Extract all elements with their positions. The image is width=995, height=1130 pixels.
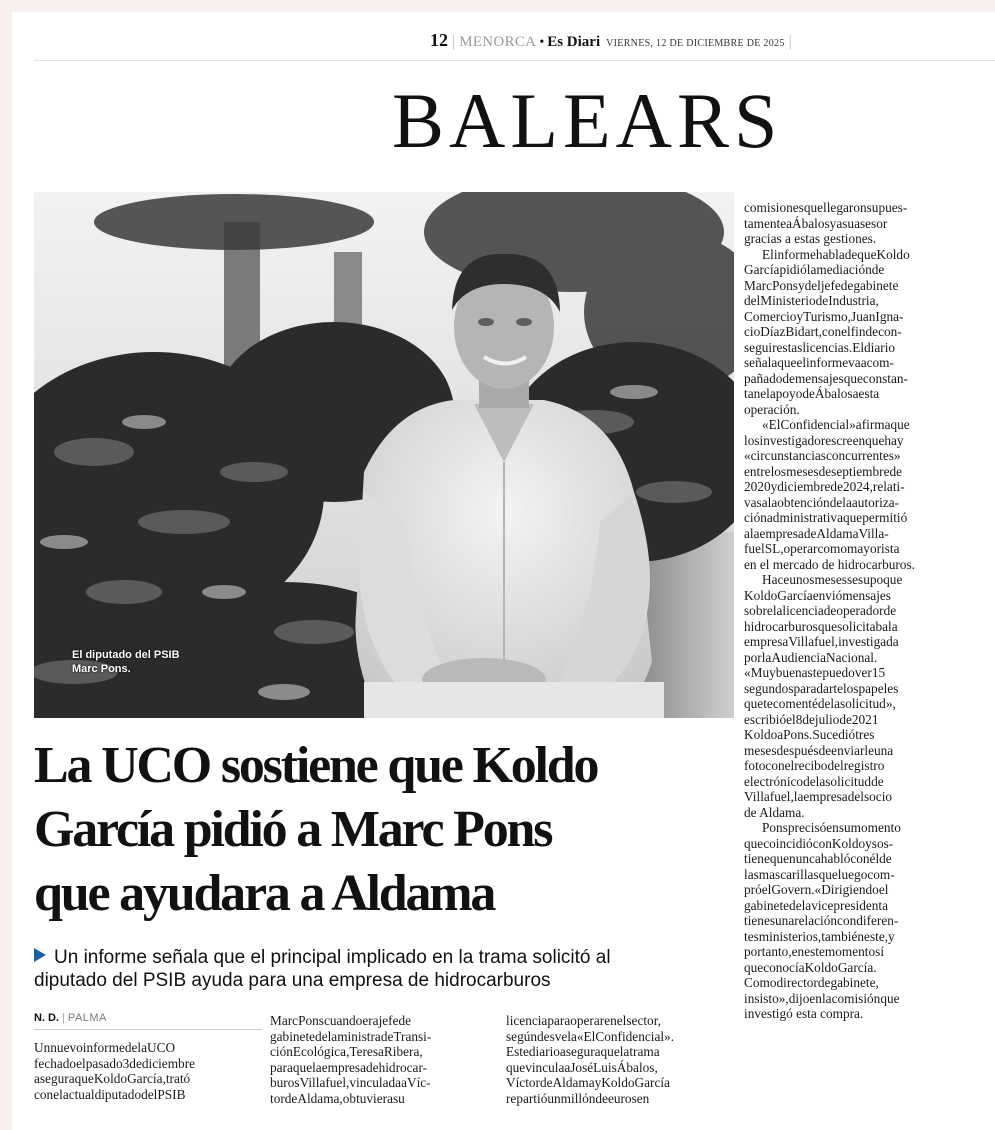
header-separator: | [452, 33, 456, 50]
article-column-4 [744, 200, 980, 1022]
header-separator-end: | [788, 33, 792, 50]
article-photo [34, 192, 734, 718]
body-text-line: queconocíaKoldoGarcía. [744, 959, 877, 975]
subhead-line: diputado del PSIB ayuda para una empresa de hidrocarburos [34, 970, 551, 991]
body-text-line: losinvestigadorescreenquehay [744, 432, 904, 448]
headline-line: García pidió a Marc Pons [34, 801, 552, 858]
body-text-line: ciónEcológica,TeresaRibera, [270, 1044, 423, 1059]
body-text-line: ciónadministrativaquepermitió [744, 510, 908, 525]
header-bullet: • [539, 35, 545, 50]
author: N. D. [34, 1012, 60, 1024]
body-text-line: «ElConfidencial»afirmaque [762, 417, 910, 432]
body-text-line: conelactualdiputadodelPSIB [34, 1086, 186, 1102]
body-text-line: burosVillafuel,vinculadaaVíc- [270, 1075, 431, 1090]
caption-line: El diputado del PSIB [72, 649, 180, 661]
header-rule [34, 60, 995, 61]
body-text-line: tesministerios,tambiéneste,y [744, 928, 895, 944]
body-text-line: KoldoaPons.Sucediótres [744, 727, 875, 742]
body-text-line: ComercioyTurismo,JuanIgna- [744, 308, 904, 324]
body-text-line: tamenteaÁbalosyasuasesor [744, 215, 888, 231]
body-text-line: MarcPonscuandoerajefede [270, 1013, 412, 1028]
body-text-line: fuelSL,operarcomomayorista [744, 541, 900, 556]
body-text-line: tienesunarelacióncondiferen- [744, 913, 899, 928]
body-text-line: vasalaobtencióndelaautoriza- [744, 494, 900, 510]
body-text-line: electrónicodelasolicitudde [744, 773, 884, 789]
body-text-line: Garcíapidiólamediaciónde [744, 262, 885, 277]
article-column-2 [270, 1013, 492, 1106]
body-text-line: segúndesvela«ElConfidencial». [506, 1028, 675, 1044]
subheadline [34, 946, 734, 992]
body-text-line: tordeAldama,obtuvierasu [270, 1090, 405, 1106]
body-text-line: repartióunmillóndeeurosen [506, 1090, 650, 1106]
body-text-line: delMinisteriodeIndustria, [744, 293, 879, 308]
body-text-line: quetecomentédelasolicitud», [744, 696, 896, 711]
body-text-line: operación. [744, 401, 800, 417]
body-text-line: licenciaparaoperarenelsector, [506, 1013, 661, 1028]
byline [34, 1012, 107, 1024]
section-title: BALEARS [392, 77, 783, 164]
subhead-line: Un informe señala que el principal implicado en la trama solicitó al [54, 947, 611, 968]
brand-name: Es Diari [547, 34, 601, 50]
body-text-line: mesesdespuésdeenviarleuna [744, 742, 894, 758]
photo-illustration [34, 192, 734, 718]
body-text-line: paraquelaempresadehidrocar- [270, 1059, 428, 1075]
body-text-line: hidrocarburosquesolicitabala [744, 618, 898, 634]
body-text-line: cioDíazBidart,conelfindecon- [744, 324, 902, 339]
body-text-line: lasmascarillasqueluegocom- [744, 866, 895, 882]
body-text-line: de Aldama. [744, 804, 805, 820]
body-text-line: tanelapoyodeÁbalosaesta [744, 386, 880, 401]
body-text-line: comisionesquellegaronsupues- [744, 200, 908, 215]
body-text-line: seguirestaslicencias.Eldiario [744, 339, 896, 355]
body-text-line: segundosparadartelospapeles [744, 680, 899, 696]
headline [34, 734, 734, 926]
body-text-line: «Muybuenastepuedover15 [744, 665, 886, 680]
body-text-line: Comodirectordegabinete, [744, 975, 879, 990]
newspaper-page [12, 12, 995, 1130]
body-text-line: alaempresadeAldamaVilla- [744, 525, 889, 541]
photo-caption [72, 648, 180, 676]
body-text-line: MarcPonsydeljefedegabinete [744, 277, 899, 293]
article-column-3 [506, 1013, 724, 1106]
byline-rule [34, 1029, 262, 1030]
body-text-line: quevinculaaJoséLuisÁbalos, [506, 1059, 658, 1075]
body-text-line: fotoconelrecibodelregistro [744, 758, 885, 773]
body-text-line: KoldoGarcíaenviómensajes [744, 587, 891, 603]
body-text-line: tienequenuncahablóconélde [744, 851, 892, 866]
body-text-line: sobrelalicenciadeoperadorde [744, 603, 897, 618]
body-text-line: Ponsprecisóensumomento [762, 820, 901, 835]
body-text-line: en el mercado de hidrocarburos. [744, 556, 915, 572]
body-text-line: ElinformehabladequeKoldo [762, 246, 910, 262]
body-text-line: gabinetedelaministradeTransi- [270, 1028, 432, 1044]
page-number: 12 [430, 30, 448, 50]
body-text-line: investigó esta compra. [744, 1006, 864, 1021]
body-text-line: quecoincidióconKoldoysos- [744, 835, 894, 851]
issue-date: VIERNES, 12 DE DICIEMBRE DE 2025 [606, 38, 785, 49]
caption-line: Marc Pons. [72, 663, 131, 675]
body-text-line: portanto,enestemomentosí [744, 944, 885, 959]
body-text-line: 2020ydiciembrede2024,relati- [744, 479, 905, 494]
body-text-line: insisto»,dijoenlacomisiónque [744, 990, 900, 1006]
body-text-line: pañadodemensajesqueconstan- [744, 370, 908, 386]
body-text-line: Estediarioaseguraquelatrama [506, 1044, 660, 1059]
body-text-line: fechadoelpasado3dediciembre [34, 1055, 196, 1071]
dateline-location: PALMA [67, 1012, 107, 1024]
body-text-line: entrelosmesesdeseptiembrede [744, 463, 903, 479]
headline-line: que ayudara a Aldama [34, 865, 495, 922]
body-text-line: VíctordeAldamayKoldoGarcía [506, 1075, 670, 1090]
body-text-line: porlaAudienciaNacional. [744, 649, 878, 665]
body-text-line: UnnuevoinformedelaUCO [34, 1040, 176, 1055]
body-text-line: escribióel8dejuliode2021 [744, 711, 879, 727]
body-text-line: señalaqueelinformevaacom- [744, 355, 894, 370]
triangle-bullet-icon [34, 948, 46, 962]
body-text-line: Villafuel,laempresadelsocio [744, 789, 893, 804]
body-text-line: próelGovern.«Dirigiendoel [744, 882, 889, 897]
article-column-1 [34, 1040, 262, 1102]
body-text-line: gracias a estas gestiones. [744, 231, 877, 246]
page-header [430, 30, 796, 54]
region-label: MENORCA [459, 34, 537, 50]
headline-line: La UCO sostiene que Koldo [34, 737, 598, 794]
body-text-line: gabinetedelavicepresidenta [744, 897, 889, 913]
body-text-line: aseguraqueKoldoGarcía,trató [34, 1071, 191, 1086]
body-text-line: empresaVillafuel,investigada [744, 634, 899, 649]
body-text-line: «circunstanciasconcurrentes» [744, 448, 901, 463]
byline-separator: | [62, 1012, 65, 1024]
body-text-line: Haceunosmesessesupoque [762, 572, 903, 587]
